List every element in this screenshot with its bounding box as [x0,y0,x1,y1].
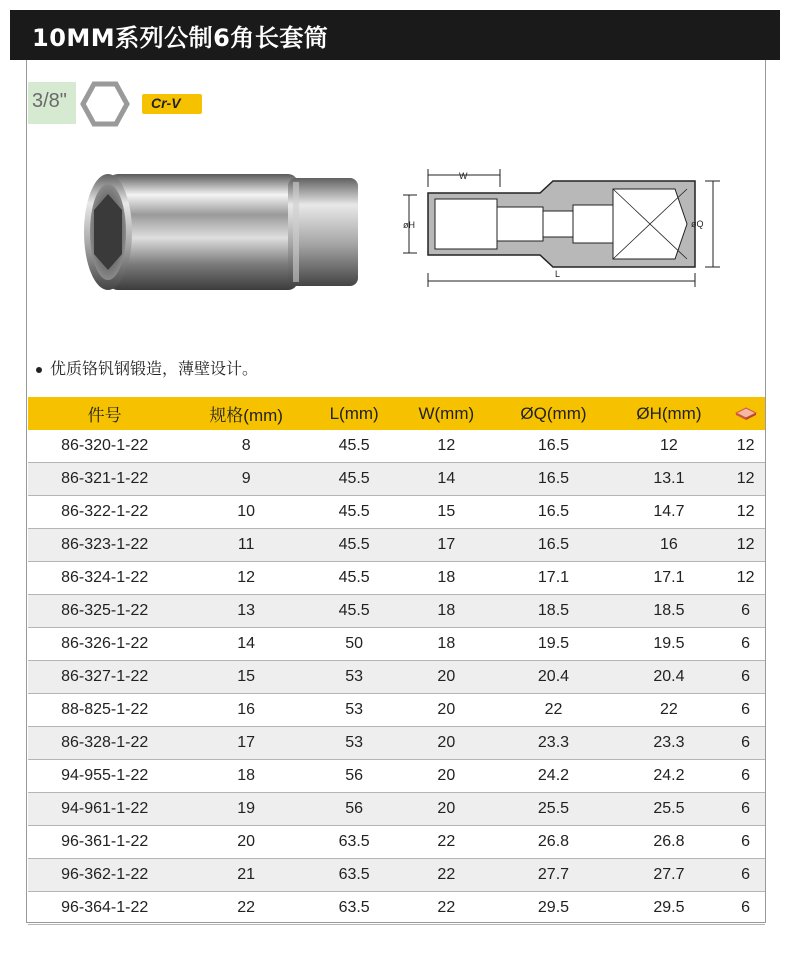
cell-package-qty: 6 [726,892,765,925]
table-row [28,892,765,925]
table-row [28,529,765,562]
cell-head-diameter: 14.7 [612,496,727,529]
col-header-head-diameter: ØH(mm) [612,397,727,430]
cell-head-diameter: 23.3 [612,727,727,760]
cell-outer-diameter: 22 [495,694,611,727]
table-row [28,760,765,793]
cell-head-diameter: 25.5 [612,793,727,826]
cell-head-diameter: 16 [612,529,727,562]
cell-package-qty: 6 [726,661,765,694]
cell-outer-diameter: 23.3 [495,727,611,760]
cell-outer-diameter: 20.4 [495,661,611,694]
cell-width: 12 [397,430,495,463]
table-row [28,628,765,661]
bullet-icon [36,367,42,373]
cell-head-diameter: 26.8 [612,826,727,859]
drive-size-badge [28,82,76,124]
cell-size: 11 [181,529,311,562]
cell-width: 20 [397,793,495,826]
cell-size: 18 [181,760,311,793]
cell-width: 18 [397,562,495,595]
page-title: 10MM系列公制6角长套筒 [32,24,329,52]
cell-package-qty: 12 [726,496,765,529]
cell-part-no: 96-362-1-22 [28,859,181,892]
socket-technical-diagram [395,165,725,295]
cell-width: 22 [397,892,495,925]
cell-size: 19 [181,793,311,826]
cell-size: 9 [181,463,311,496]
feature-item [36,356,258,379]
cell-length: 45.5 [311,496,397,529]
cell-part-no: 86-328-1-22 [28,727,181,760]
cell-width: 18 [397,628,495,661]
cell-part-no: 86-323-1-22 [28,529,181,562]
cell-head-diameter: 27.7 [612,859,727,892]
col-header-length: L(mm) [311,397,397,430]
feature-text: 优质铬钒钢锻造，薄壁设计。 [50,359,259,378]
cell-head-diameter: 22 [612,694,727,727]
cell-part-no: 86-320-1-22 [28,430,181,463]
cell-length: 63.5 [311,826,397,859]
cell-package-qty: 6 [726,727,765,760]
col-header-width: W(mm) [397,397,495,430]
cell-width: 20 [397,727,495,760]
cell-package-qty: 12 [726,430,765,463]
cell-package-qty: 6 [726,760,765,793]
cell-head-diameter: 13.1 [612,463,727,496]
material-badge [142,94,202,114]
cell-part-no: 96-364-1-22 [28,892,181,925]
table-row [28,496,765,529]
cell-outer-diameter: 16.5 [495,496,611,529]
cell-width: 22 [397,826,495,859]
col-header-part-no: 件号 [28,397,181,430]
cell-outer-diameter: 18.5 [495,595,611,628]
col-header-size: 规格(mm) [181,397,311,430]
cell-size: 10 [181,496,311,529]
drive-size-label: 3/8" [32,90,67,112]
cell-length: 45.5 [311,463,397,496]
cell-size: 14 [181,628,311,661]
cell-width: 22 [397,859,495,892]
cell-outer-diameter: 19.5 [495,628,611,661]
cell-head-diameter: 24.2 [612,760,727,793]
cell-part-no: 86-322-1-22 [28,496,181,529]
dim-w-label: W [459,171,468,181]
cell-part-no: 94-955-1-22 [28,760,181,793]
cell-size: 12 [181,562,311,595]
hexagon-icon [80,80,130,128]
cell-width: 20 [397,760,495,793]
cell-length: 53 [311,694,397,727]
table-row [28,793,765,826]
table-row [28,562,765,595]
table-row [28,694,765,727]
cell-size: 20 [181,826,311,859]
cell-package-qty: 6 [726,826,765,859]
package-icon [735,407,757,421]
cell-size: 17 [181,727,311,760]
dim-l-label: L [555,269,561,279]
cell-width: 15 [397,496,495,529]
cell-width: 20 [397,661,495,694]
cell-part-no: 94-961-1-22 [28,793,181,826]
socket-product-image [78,160,378,300]
cell-size: 16 [181,694,311,727]
cell-head-diameter: 19.5 [612,628,727,661]
cell-size: 15 [181,661,311,694]
cell-length: 56 [311,760,397,793]
cell-package-qty: 6 [726,859,765,892]
table-row [28,826,765,859]
cell-length: 56 [311,793,397,826]
cell-length: 45.5 [311,562,397,595]
cell-size: 22 [181,892,311,925]
cell-width: 20 [397,694,495,727]
cell-outer-diameter: 29.5 [495,892,611,925]
cell-head-diameter: 29.5 [612,892,727,925]
cell-package-qty: 6 [726,628,765,661]
table-row [28,661,765,694]
col-header-outer-diameter: ØQ(mm) [495,397,611,430]
cell-length: 53 [311,661,397,694]
cell-outer-diameter: 16.5 [495,529,611,562]
cell-package-qty: 6 [726,694,765,727]
cell-width: 18 [397,595,495,628]
cell-length: 45.5 [311,595,397,628]
cell-outer-diameter: 24.2 [495,760,611,793]
cell-outer-diameter: 17.1 [495,562,611,595]
title-bar [10,10,780,60]
cell-length: 63.5 [311,892,397,925]
table-row [28,463,765,496]
table-row [28,595,765,628]
material-label: Cr-V [151,95,181,111]
table-row [28,859,765,892]
spec-table [28,397,765,925]
cell-package-qty: 6 [726,793,765,826]
cell-head-diameter: 20.4 [612,661,727,694]
cell-outer-diameter: 25.5 [495,793,611,826]
cell-head-diameter: 12 [612,430,727,463]
dim-h-label: øH [403,220,415,230]
cell-outer-diameter: 26.8 [495,826,611,859]
table-row [28,430,765,463]
cell-length: 53 [311,727,397,760]
cell-outer-diameter: 16.5 [495,463,611,496]
cell-part-no: 86-326-1-22 [28,628,181,661]
cell-length: 50 [311,628,397,661]
col-header-package [726,397,765,430]
cell-length: 45.5 [311,529,397,562]
cell-package-qty: 12 [726,562,765,595]
cell-outer-diameter: 16.5 [495,430,611,463]
cell-length: 63.5 [311,859,397,892]
cell-width: 17 [397,529,495,562]
cell-package-qty: 12 [726,463,765,496]
table-header-row [28,397,765,430]
cell-head-diameter: 17.1 [612,562,727,595]
cell-part-no: 86-327-1-22 [28,661,181,694]
table-row [28,727,765,760]
cell-part-no: 86-324-1-22 [28,562,181,595]
cell-part-no: 86-321-1-22 [28,463,181,496]
cell-package-qty: 12 [726,529,765,562]
cell-outer-diameter: 27.7 [495,859,611,892]
cell-head-diameter: 18.5 [612,595,727,628]
dim-q-label: øQ [691,219,704,229]
cell-part-no: 86-325-1-22 [28,595,181,628]
cell-length: 45.5 [311,430,397,463]
cell-part-no: 88-825-1-22 [28,694,181,727]
cell-part-no: 96-361-1-22 [28,826,181,859]
cell-size: 21 [181,859,311,892]
cell-size: 13 [181,595,311,628]
cell-width: 14 [397,463,495,496]
cell-package-qty: 6 [726,595,765,628]
cell-size: 8 [181,430,311,463]
